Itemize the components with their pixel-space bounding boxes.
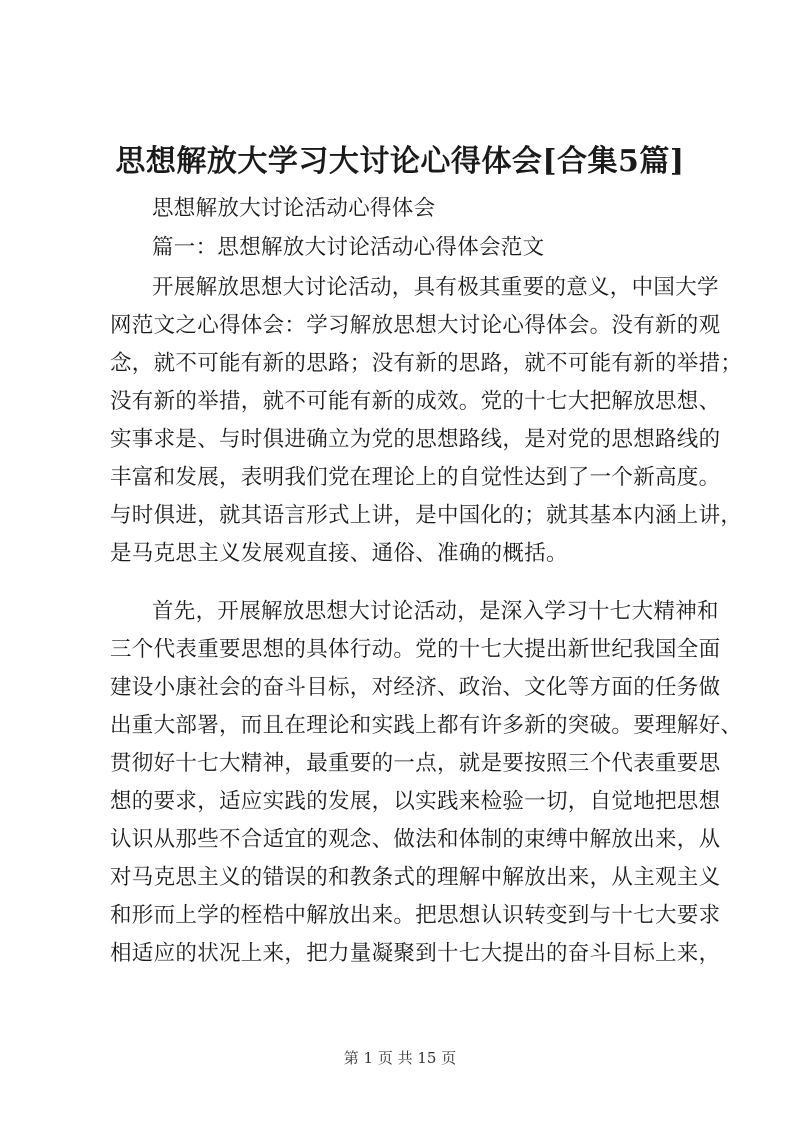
paragraph-line: 网范文之心得体会：学习解放思想大讨论心得体会。没有新的观 bbox=[110, 313, 721, 338]
paragraph-line: 首先，开展解放思想大讨论活动，是深入学习十七大精神和 bbox=[152, 599, 719, 624]
paragraph-line: 对马克思主义的错误的和教条式的理解中解放出来，从主观主义 bbox=[110, 865, 721, 890]
paragraph-line: 相适应的状况上来，把力量凝聚到十七大提出的奋斗目标上来， bbox=[110, 941, 721, 966]
paragraph-line: 没有新的举措，就不可能有新的成效。党的十七大把解放思想、 bbox=[110, 389, 721, 414]
document-title: 思想解放大学习大讨论心得体会[合集5篇] bbox=[115, 144, 685, 179]
paragraph-line: 出重大部署，而且在理论和实践上都有许多新的突破。要理解好、 bbox=[110, 713, 743, 738]
paragraph-line: 丰富和发展，表明我们党在理论上的自觉性达到了一个新高度。 bbox=[110, 465, 721, 490]
section-heading: 篇一：思想解放大讨论活动心得体会范文 bbox=[152, 235, 545, 260]
paragraph-line: 与时俱进，就其语言形式上讲，是中国化的；就其基本内涵上讲， bbox=[110, 503, 743, 528]
paragraph-line: 开展解放思想大讨论活动，具有极其重要的意义，中国大学 bbox=[152, 275, 719, 300]
paragraph-line: 贯彻好十七大精神，最重要的一点，就是要按照三个代表重要思 bbox=[110, 751, 721, 776]
paragraph-line: 想的要求，适应实践的发展，以实践来检验一切，自觉地把思想 bbox=[110, 789, 721, 814]
paragraph-line: 实事求是、与时俱进确立为党的思想路线，是对党的思想路线的 bbox=[110, 427, 721, 452]
paragraph-line: 三个代表重要思想的具体行动。党的十七大提出新世纪我国全面 bbox=[110, 637, 721, 662]
page-number-footer: 第 1 页 共 15 页 bbox=[343, 1049, 457, 1067]
subtitle-line: 思想解放大讨论活动心得体会 bbox=[152, 196, 436, 221]
paragraph-line: 建设小康社会的奋斗目标，对经济、政治、文化等方面的任务做 bbox=[110, 675, 721, 700]
paragraph-line: 和形而上学的桎梏中解放出来。把思想认识转变到与十七大要求 bbox=[110, 903, 721, 928]
paragraph-line: 是马克思主义发展观直接、通俗、准确的概括。 bbox=[110, 541, 568, 566]
paragraph-line: 认识从那些不合适宜的观念、做法和体制的束缚中解放出来，从 bbox=[110, 827, 721, 852]
paragraph-line: 念，就不可能有新的思路；没有新的思路，就不可能有新的举措； bbox=[110, 351, 743, 376]
